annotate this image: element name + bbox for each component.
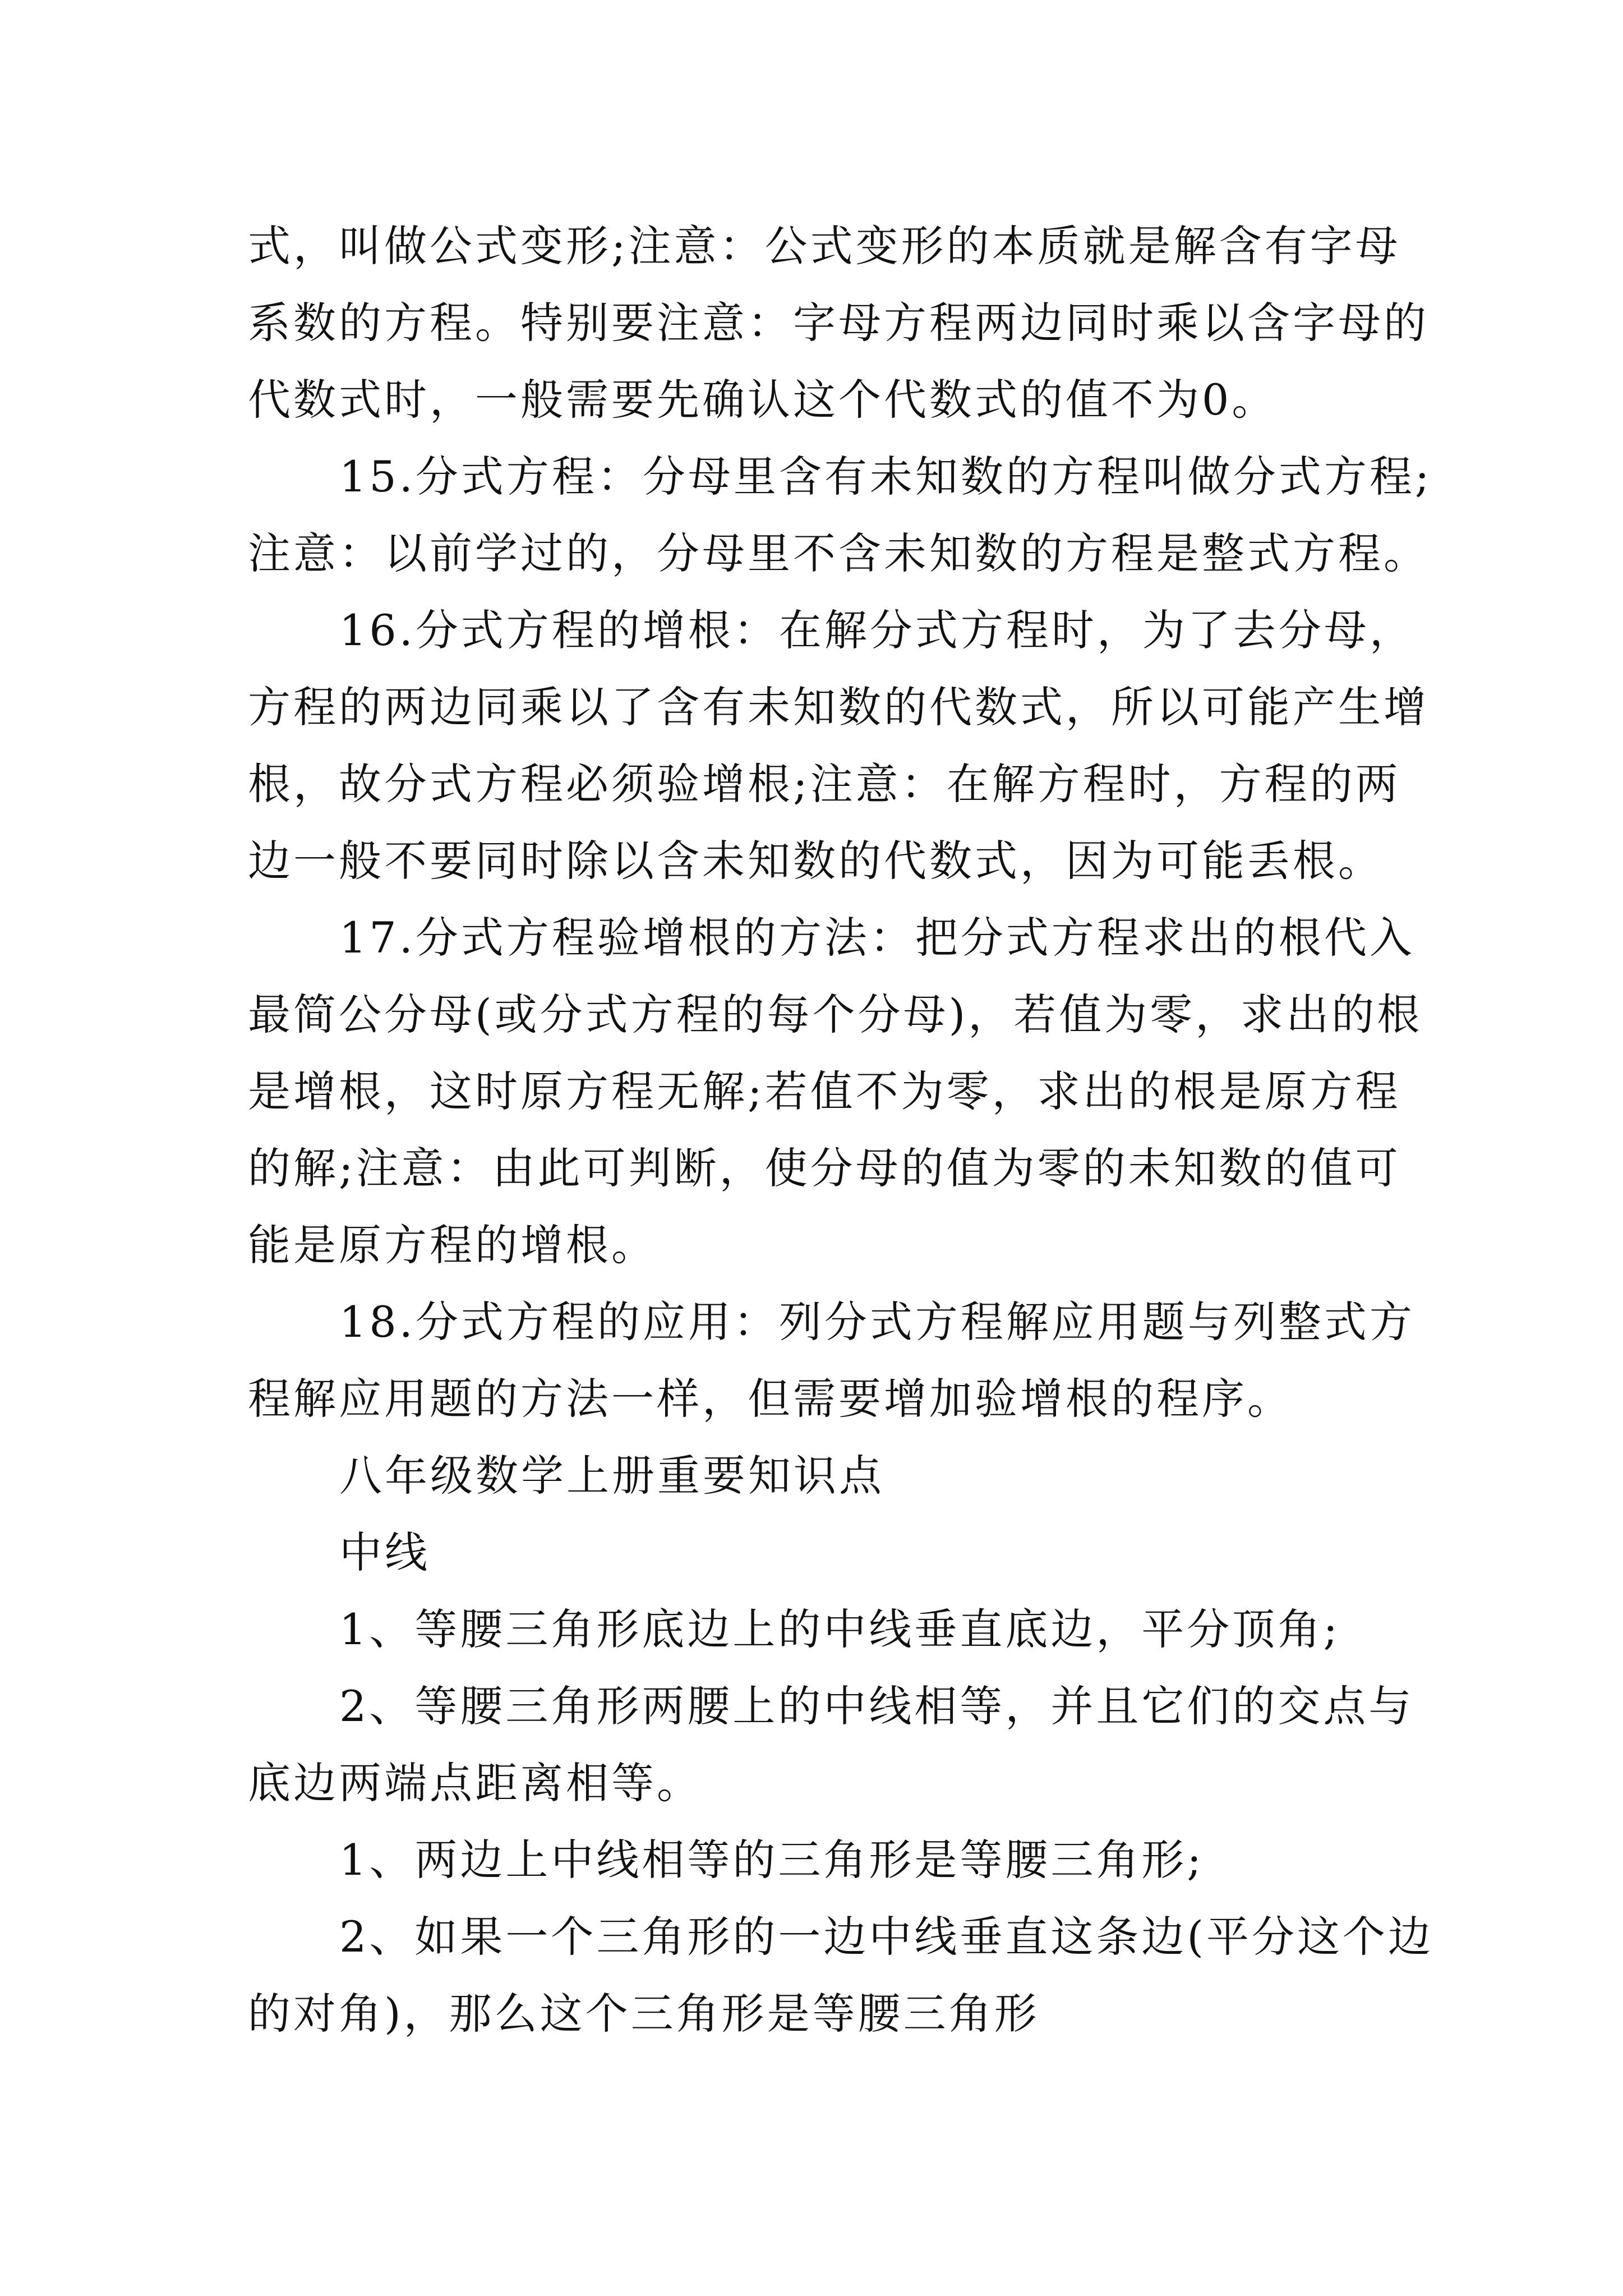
text-line: 程解应用题的方法一样，但需要增加验增根的程序。 xyxy=(248,1374,1293,1424)
text-line: 系数的方程。特别要注意：字母方程两边同时乘以含字母的 xyxy=(248,298,1429,348)
text-line: 最简公分母(或分式方程的每个分母)，若值为零，求出的根 xyxy=(248,990,1423,1039)
text-line: 1、等腰三角形底边上的中线垂直底边，平分顶角; xyxy=(339,1604,1340,1654)
text-line: 17.分式方程验增根的方法：把分式方程求出的根代入 xyxy=(339,913,1415,963)
text-line: 的对角)，那么这个三角形是等腰三角形 xyxy=(248,1989,1040,2039)
section-heading: 八年级数学上册重要知识点 xyxy=(339,1451,884,1501)
text-line: 代数式时，一般需要先确认这个代数式的值不为0。 xyxy=(248,375,1278,425)
text-line: 2、等腰三角形两腰上的中线相等，并且它们的交点与 xyxy=(339,1681,1414,1731)
text-line: 方程的两边同乘以了含有未知数的代数式，所以可能产生增 xyxy=(248,682,1429,732)
text-line: 注意：以前学过的，分母里不含未知数的方程是整式方程。 xyxy=(248,528,1429,578)
document-body xyxy=(248,208,1434,2052)
subsection-heading: 中线 xyxy=(339,1527,430,1577)
text-line: 2、如果一个三角形的一边中线垂直这条边(平分这个边 xyxy=(339,1912,1434,1962)
text-line: 的解;注意：由此可判断，使分母的值为零的未知数的值可 xyxy=(248,1143,1401,1193)
text-line: 能是原方程的增根。 xyxy=(248,1220,657,1270)
text-line: 15.分式方程：分母里含有未知数的方程叫做分式方程; xyxy=(339,452,1432,501)
text-line: 是增根，这时原方程无解;若值不为零，求出的根是原方程 xyxy=(248,1066,1401,1116)
text-line: 16.分式方程的增根：在解分式方程时，为了去分母， xyxy=(339,605,1415,655)
text-line: 边一般不要同时除以含未知数的代数式，因为可能丢根。 xyxy=(248,836,1384,886)
text-line: 式，叫做公式变形;注意：公式变形的本质就是解含有字母 xyxy=(248,221,1401,271)
text-line: 1、两边上中线相等的三角形是等腰三角形; xyxy=(339,1835,1204,1885)
text-line: 18.分式方程的应用：列分式方程解应用题与列整式方 xyxy=(339,1297,1415,1347)
text-line: 底边两端点距离相等。 xyxy=(248,1758,702,1808)
text-line: 根，故分式方程必须验增根;注意：在解方程时，方程的两 xyxy=(248,759,1401,809)
